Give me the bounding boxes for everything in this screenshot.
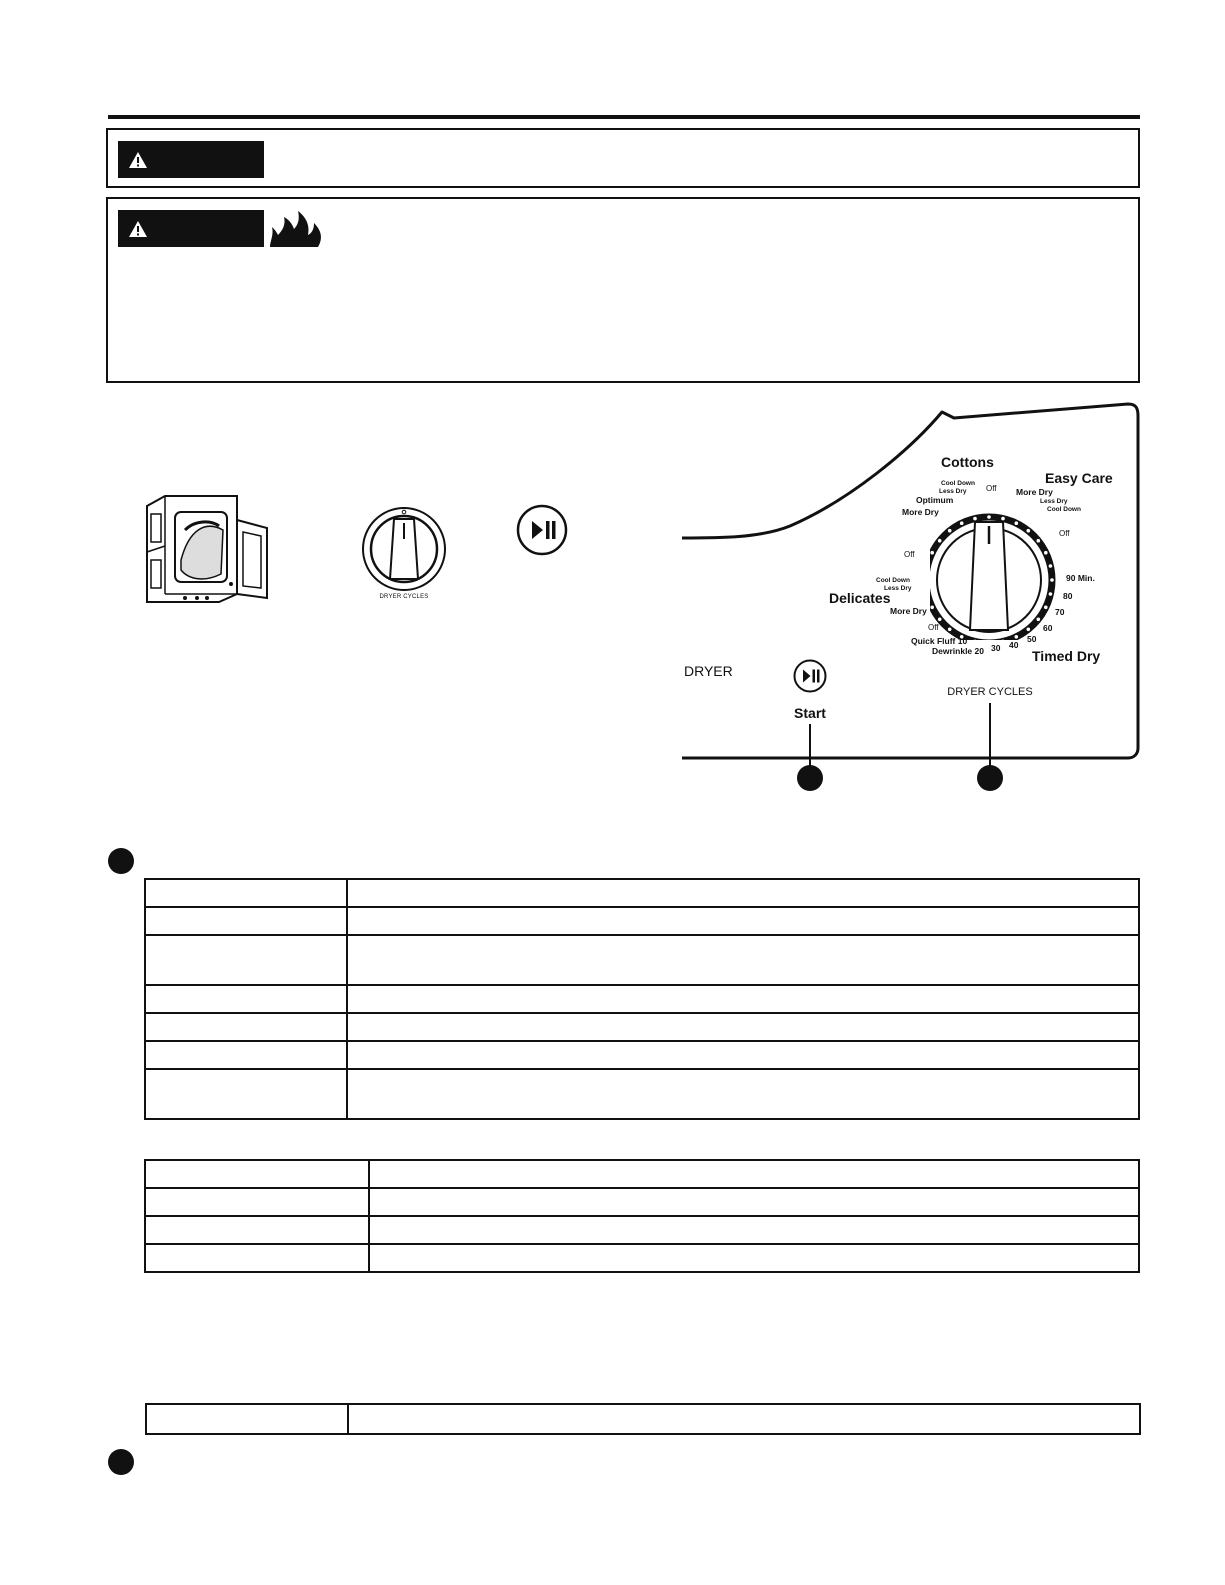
dial-detent-dot bbox=[930, 551, 934, 555]
setting-top-left-off: Off bbox=[904, 550, 915, 559]
dryer-illustration bbox=[135, 490, 275, 610]
dial-detent-dot bbox=[930, 606, 934, 610]
dial-detent-dot bbox=[973, 517, 977, 521]
setting-easy-cool-down: Cool Down bbox=[1047, 506, 1081, 513]
table-row bbox=[145, 1041, 1139, 1069]
cycle-table-2 bbox=[144, 1159, 1140, 1273]
warning-box-1 bbox=[106, 128, 1140, 188]
table-row bbox=[145, 1069, 1139, 1119]
section-marker-1 bbox=[108, 848, 134, 874]
setting-delicates-more-dry: More Dry bbox=[890, 606, 927, 616]
setting-timed-80: 80 bbox=[1063, 591, 1073, 601]
dial-detent-dot bbox=[1027, 628, 1031, 632]
dial-detent-dot bbox=[1044, 606, 1048, 610]
dial-detent-dot bbox=[1037, 618, 1041, 622]
table-row bbox=[145, 935, 1139, 985]
setting-cottons-cool-down: Cool Down bbox=[941, 480, 975, 487]
warning-badge bbox=[118, 141, 264, 178]
setting-timed-50: 50 bbox=[1027, 634, 1037, 644]
table-row bbox=[145, 879, 1139, 907]
callout-marker-dial bbox=[977, 765, 1003, 791]
dial-detent-dot bbox=[948, 529, 952, 533]
setting-cottons-less-dry: Less Dry bbox=[939, 488, 967, 495]
callout-line-dial bbox=[989, 703, 991, 768]
table-row bbox=[145, 1013, 1139, 1041]
start-pause-icon bbox=[516, 504, 568, 556]
dial-detent-dot bbox=[1049, 592, 1053, 596]
dial-detent-dot bbox=[1027, 529, 1031, 533]
section-marker-2 bbox=[108, 1449, 134, 1475]
setting-timed-40: 40 bbox=[1009, 640, 1019, 650]
setting-timed-30: 30 bbox=[991, 643, 1001, 653]
dial-detent-dot bbox=[1015, 521, 1019, 525]
cycle-dial[interactable] bbox=[930, 500, 1060, 640]
dial-detent-dot bbox=[960, 521, 964, 525]
warning-triangle-icon bbox=[128, 151, 148, 169]
setting-delicates-cool-down: Cool Down bbox=[876, 577, 910, 584]
dial-detent-dot bbox=[948, 628, 952, 632]
setting-dewrinkle: Dewrinkle 20 bbox=[932, 646, 984, 656]
cycle-label-delicates: Delicates bbox=[829, 590, 891, 606]
dial-detent-dot bbox=[938, 618, 942, 622]
dial-detent-dot bbox=[1001, 517, 1005, 521]
callout-marker-start bbox=[797, 765, 823, 791]
setting-easy-off: Off bbox=[1059, 529, 1070, 538]
warning-badge bbox=[118, 210, 264, 247]
callout-line-start bbox=[809, 724, 811, 768]
setting-cottons-more-dry: More Dry bbox=[902, 507, 939, 517]
warning-box-2 bbox=[106, 197, 1140, 383]
setting-cottons-off: Off bbox=[986, 484, 997, 493]
dial-detent-dot bbox=[1049, 564, 1053, 568]
table-row bbox=[145, 1216, 1139, 1244]
setting-easy-more-dry: More Dry bbox=[1016, 487, 1053, 497]
cycle-label-timed-dry: Timed Dry bbox=[1032, 648, 1101, 664]
dial-detent-dot bbox=[1044, 551, 1048, 555]
cycle-table-1 bbox=[144, 878, 1140, 1120]
table-row bbox=[145, 907, 1139, 935]
table-row bbox=[145, 1188, 1139, 1216]
warning-triangle-icon bbox=[128, 220, 148, 238]
dial-detent-dot bbox=[938, 539, 942, 543]
setting-delicates-less-dry: Less Dry bbox=[884, 585, 912, 592]
setting-quick-fluff: Quick Fluff 10 bbox=[911, 636, 968, 646]
cycle-label-easy-care: Easy Care bbox=[1045, 470, 1113, 486]
knob-illustration-label: DRYER CYCLES bbox=[379, 594, 429, 600]
cycle-table-3 bbox=[145, 1403, 1141, 1435]
dial-label: DRYER CYCLES bbox=[947, 686, 1033, 698]
setting-cottons-optimum: Optimum bbox=[916, 495, 954, 505]
fire-icon bbox=[268, 207, 324, 249]
setting-delicates-off: Off bbox=[928, 623, 939, 632]
table-row bbox=[145, 1160, 1139, 1188]
dryer-label: DRYER bbox=[684, 663, 733, 679]
dial-detent-dot bbox=[1050, 578, 1054, 582]
start-button[interactable] bbox=[793, 659, 827, 693]
table-row bbox=[145, 1244, 1139, 1272]
table-row bbox=[146, 1404, 1140, 1434]
start-label: Start bbox=[794, 705, 826, 721]
dial-detent-dot bbox=[987, 515, 991, 519]
dryer-knob-icon bbox=[360, 505, 448, 605]
setting-timed-90: 90 Min. bbox=[1066, 573, 1095, 583]
top-rule bbox=[108, 115, 1140, 119]
dial-detent-dot bbox=[1015, 635, 1019, 639]
setting-easy-less-dry: Less Dry bbox=[1040, 498, 1068, 505]
cycle-label-cottons: Cottons bbox=[941, 454, 994, 470]
setting-timed-60: 60 bbox=[1043, 623, 1053, 633]
setting-timed-70: 70 bbox=[1055, 607, 1065, 617]
dial-detent-dot bbox=[1037, 539, 1041, 543]
table-row bbox=[145, 985, 1139, 1013]
